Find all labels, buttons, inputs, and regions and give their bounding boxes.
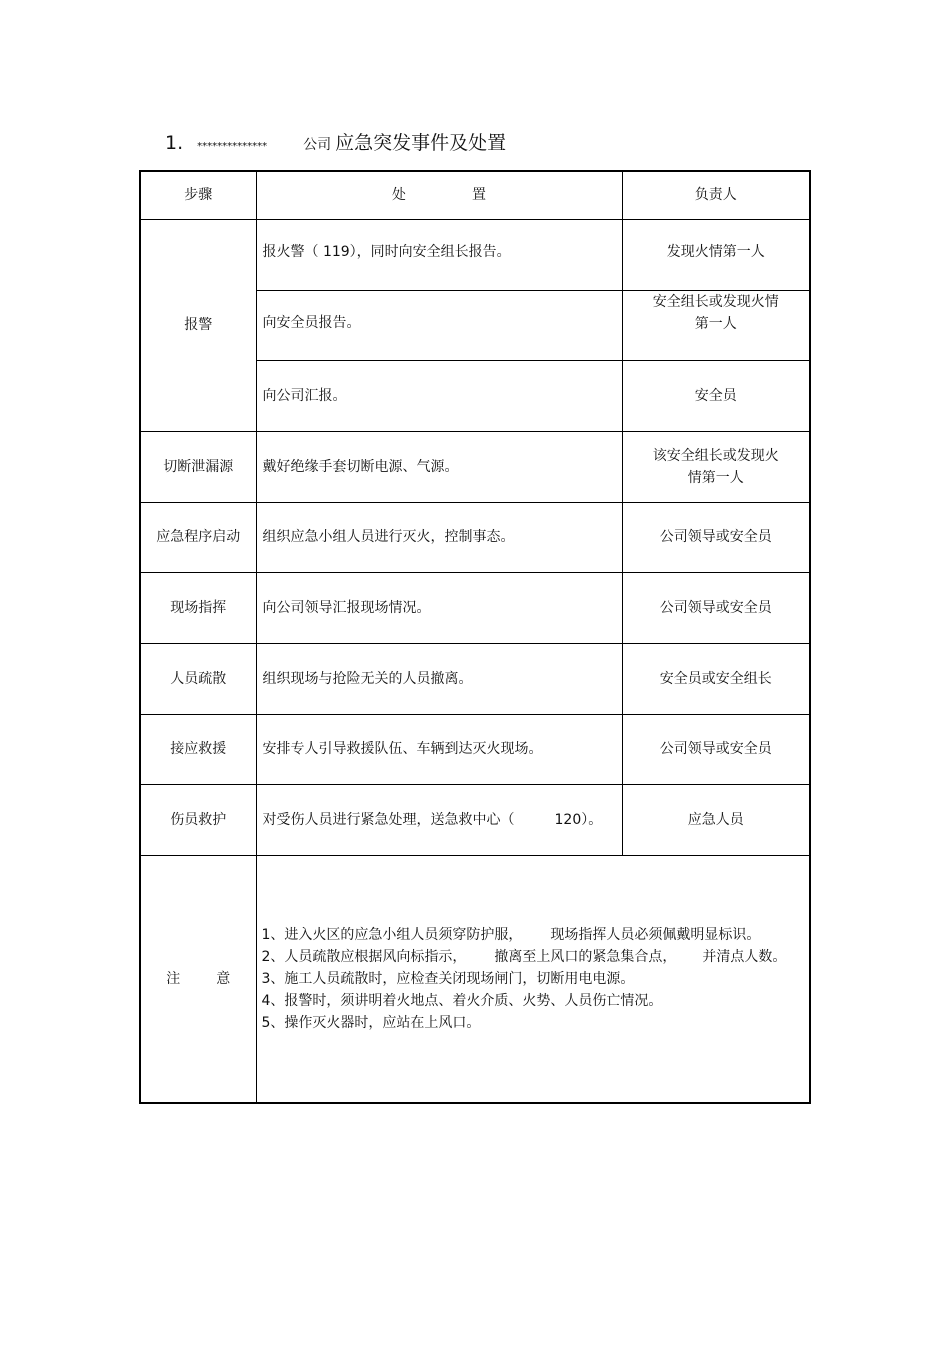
step-cell: 人员疏散 <box>140 643 256 714</box>
action-cell: 戴好绝缘手套切断电源、气源。 <box>256 431 622 502</box>
emergency-procedure-table <box>139 170 811 1104</box>
header-responsible: 负责人 <box>622 171 810 219</box>
responsible-cell: 应急人员 <box>622 784 810 855</box>
step-cell: 伤员救护 <box>140 784 256 855</box>
table-row <box>140 643 810 714</box>
table-row <box>140 784 810 855</box>
title-company: 公司 <box>303 137 332 153</box>
responsible-cell: 安全组长或发现火情第一人 <box>622 290 810 360</box>
notes-row <box>140 855 810 1103</box>
action-cell: 向安全员报告。 <box>256 290 622 360</box>
note-line: 1、进入火区的应急小组人员须穿防护服， 现场指挥人员必须佩戴明显标识。 <box>261 926 761 943</box>
notes-cell <box>256 855 810 1103</box>
responsible-cell: 发现火情第一人 <box>622 219 810 290</box>
note-line: 3、施工人员疏散时，应检查关闭现场闸门，切断用电电源。 <box>261 970 635 987</box>
notes-label: 注 意 <box>140 855 256 1103</box>
action-cell: 对受伤人员进行紧急处理，送急救中心（ 120）。 <box>256 784 622 855</box>
responsible-cell: 安全员 <box>622 360 810 431</box>
title-number: 1. <box>165 132 184 154</box>
header-step: 步骤 <box>140 171 256 219</box>
action-cell: 报火警（ 119），同时向安全组长报告。 <box>256 219 622 290</box>
action-cell: 安排专人引导救援队伍、车辆到达灭火现场。 <box>256 714 622 784</box>
responsible-cell: 公司领导或安全员 <box>622 572 810 643</box>
note-line: 2、人员疏散应根据风向标指示， 撤离至上风口的紧急集合点， 并清点人数。 <box>261 948 787 965</box>
responsible-cell: 该安全组长或发现火情第一人 <box>622 431 810 502</box>
table-row <box>140 431 810 502</box>
table-row <box>140 219 810 290</box>
responsible-cell: 安全员或安全组长 <box>622 643 810 714</box>
action-cell: 组织现场与抢险无关的人员撤离。 <box>256 643 622 714</box>
table-row <box>140 714 810 784</box>
note-line: 4、报警时，须讲明着火地点、着火介质、火势、人员伤亡情况。 <box>261 992 663 1009</box>
page-title <box>165 128 506 156</box>
title-main: 应急突发事件及处置 <box>335 132 507 154</box>
title-masked-name: ************** <box>197 141 268 152</box>
table-row <box>140 502 810 572</box>
step-cell: 报警 <box>140 219 256 431</box>
action-cell: 组织应急小组人员进行灭火，控制事态。 <box>256 502 622 572</box>
step-cell: 接应救援 <box>140 714 256 784</box>
responsible-cell: 公司领导或安全员 <box>622 714 810 784</box>
responsible-cell: 公司领导或安全员 <box>622 502 810 572</box>
step-cell: 应急程序启动 <box>140 502 256 572</box>
action-cell: 向公司汇报。 <box>256 360 622 431</box>
header-action: 处 置 <box>256 171 622 219</box>
action-cell: 向公司领导汇报现场情况。 <box>256 572 622 643</box>
table-row <box>140 572 810 643</box>
table-header-row <box>140 171 810 219</box>
note-line: 5、操作灭火器时，应站在上风口。 <box>261 1014 481 1031</box>
step-cell: 切断泄漏源 <box>140 431 256 502</box>
step-cell: 现场指挥 <box>140 572 256 643</box>
